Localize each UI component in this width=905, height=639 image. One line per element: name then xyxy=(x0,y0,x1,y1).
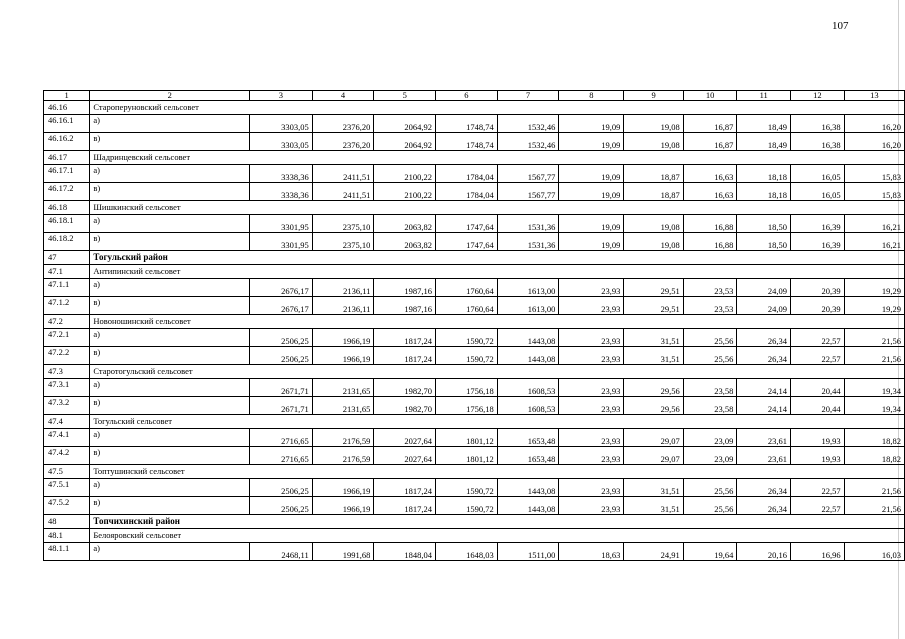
settlement-row xyxy=(44,151,905,165)
value-cell: 1648,03 xyxy=(436,543,498,561)
row-subtype: а) xyxy=(90,479,250,497)
value-cell: 2411,51 xyxy=(312,183,374,201)
value-cell: 2411,51 xyxy=(312,165,374,183)
settlement-name: Шишкинский сельсовет xyxy=(90,201,905,215)
column-number-cell: 5 xyxy=(374,91,436,101)
value-cell: 1747,64 xyxy=(436,233,498,251)
column-number-cell: 1 xyxy=(44,91,90,101)
table-row xyxy=(44,329,905,347)
settlement-row xyxy=(44,265,905,279)
row-code: 47.4.2 xyxy=(44,447,90,465)
value-cell: 18,82 xyxy=(844,429,904,447)
value-cell: 2131,65 xyxy=(312,397,374,415)
value-cell: 3303,05 xyxy=(250,133,313,151)
value-cell: 29,56 xyxy=(624,397,683,415)
value-cell: 1817,24 xyxy=(374,497,436,515)
table-row xyxy=(44,479,905,497)
value-cell: 22,57 xyxy=(791,329,845,347)
district-name: Тогульский район xyxy=(90,251,905,265)
value-cell: 1443,08 xyxy=(497,329,559,347)
column-number-cell: 3 xyxy=(250,91,313,101)
value-cell: 1987,16 xyxy=(374,297,436,315)
value-cell: 1532,46 xyxy=(497,133,559,151)
settlement-row xyxy=(44,101,905,115)
value-cell: 2376,20 xyxy=(312,133,374,151)
value-cell: 18,87 xyxy=(624,183,683,201)
row-code: 47.3.1 xyxy=(44,379,90,397)
value-cell: 23,93 xyxy=(559,497,624,515)
value-cell: 1443,08 xyxy=(497,347,559,365)
value-cell: 23,93 xyxy=(559,429,624,447)
row-subtype: в) xyxy=(90,233,250,251)
row-subtype: в) xyxy=(90,447,250,465)
value-cell: 19,29 xyxy=(844,297,904,315)
row-code: 46.16.2 xyxy=(44,133,90,151)
value-cell: 21,56 xyxy=(844,347,904,365)
row-code: 47.5.2 xyxy=(44,497,90,515)
value-cell: 1784,04 xyxy=(436,165,498,183)
value-cell: 18,87 xyxy=(624,165,683,183)
settlement-name: Старотогульский сельсовет xyxy=(90,365,905,379)
value-cell: 16,87 xyxy=(683,115,737,133)
value-cell: 20,39 xyxy=(791,297,845,315)
value-cell: 1987,16 xyxy=(374,279,436,297)
value-cell: 29,56 xyxy=(624,379,683,397)
row-code: 46.18.2 xyxy=(44,233,90,251)
row-subtype: а) xyxy=(90,115,250,133)
value-cell: 1801,12 xyxy=(436,447,498,465)
value-cell: 20,44 xyxy=(791,379,845,397)
value-cell: 16,03 xyxy=(844,543,904,561)
value-cell: 23,58 xyxy=(683,397,737,415)
value-cell: 16,63 xyxy=(683,165,737,183)
row-code: 47.5 xyxy=(44,465,90,479)
value-cell: 23,93 xyxy=(559,447,624,465)
value-cell: 2100,22 xyxy=(374,183,436,201)
value-cell: 2131,65 xyxy=(312,379,374,397)
value-cell: 1801,12 xyxy=(436,429,498,447)
value-cell: 1817,24 xyxy=(374,347,436,365)
value-cell: 31,51 xyxy=(624,347,683,365)
table-row xyxy=(44,215,905,233)
value-cell: 1991,68 xyxy=(312,543,374,561)
value-cell: 23,93 xyxy=(559,297,624,315)
row-code: 48.1.1 xyxy=(44,543,90,561)
row-code: 47.4.1 xyxy=(44,429,90,447)
value-cell: 22,57 xyxy=(791,347,845,365)
value-cell: 3338,36 xyxy=(250,165,313,183)
value-cell: 2506,25 xyxy=(250,347,313,365)
value-cell: 16,21 xyxy=(844,215,904,233)
row-subtype: а) xyxy=(90,543,250,561)
value-cell: 18,82 xyxy=(844,447,904,465)
value-cell: 29,07 xyxy=(624,429,683,447)
value-cell: 18,50 xyxy=(737,233,791,251)
value-cell: 15,83 xyxy=(844,183,904,201)
table-row xyxy=(44,115,905,133)
value-cell: 2671,71 xyxy=(250,379,313,397)
table-row xyxy=(44,497,905,515)
value-cell: 19,08 xyxy=(624,215,683,233)
value-cell: 29,07 xyxy=(624,447,683,465)
column-number-cell: 11 xyxy=(737,91,791,101)
value-cell: 2468,11 xyxy=(250,543,313,561)
value-cell: 19,08 xyxy=(624,133,683,151)
row-code: 48 xyxy=(44,515,90,529)
value-cell: 23,09 xyxy=(683,429,737,447)
value-cell: 1590,72 xyxy=(436,497,498,515)
row-code: 47.1 xyxy=(44,265,90,279)
value-cell: 29,51 xyxy=(624,297,683,315)
row-subtype: а) xyxy=(90,429,250,447)
value-cell: 1817,24 xyxy=(374,329,436,347)
settlement-name: Белояровский сельсовет xyxy=(90,529,905,543)
settlement-name: Топтушинский сельсовет xyxy=(90,465,905,479)
row-code: 48.1 xyxy=(44,529,90,543)
settlement-name: Староперуновский сельсовет xyxy=(90,101,905,115)
row-subtype: а) xyxy=(90,279,250,297)
value-cell: 1443,08 xyxy=(497,479,559,497)
row-code: 47.1.2 xyxy=(44,297,90,315)
row-subtype: а) xyxy=(90,215,250,233)
value-cell: 16,38 xyxy=(791,115,845,133)
value-cell: 16,20 xyxy=(844,133,904,151)
value-cell: 19,64 xyxy=(683,543,737,561)
value-cell: 16,05 xyxy=(791,165,845,183)
value-cell: 23,53 xyxy=(683,279,737,297)
value-cell: 1590,72 xyxy=(436,479,498,497)
table-row xyxy=(44,397,905,415)
value-cell: 19,09 xyxy=(559,133,624,151)
value-cell: 31,51 xyxy=(624,497,683,515)
value-cell: 20,39 xyxy=(791,279,845,297)
value-cell: 31,51 xyxy=(624,329,683,347)
value-cell: 2136,11 xyxy=(312,297,374,315)
value-cell: 22,57 xyxy=(791,479,845,497)
value-cell: 23,61 xyxy=(737,447,791,465)
value-cell: 2375,10 xyxy=(312,215,374,233)
row-code: 47.4 xyxy=(44,415,90,429)
value-cell: 19,34 xyxy=(844,397,904,415)
row-code: 47.5.1 xyxy=(44,479,90,497)
value-cell: 29,51 xyxy=(624,279,683,297)
value-cell: 1608,53 xyxy=(497,397,559,415)
table-row xyxy=(44,279,905,297)
value-cell: 1511,00 xyxy=(497,543,559,561)
value-cell: 3338,36 xyxy=(250,183,313,201)
settlement-row xyxy=(44,465,905,479)
value-cell: 19,29 xyxy=(844,279,904,297)
value-cell: 1608,53 xyxy=(497,379,559,397)
value-cell: 16,38 xyxy=(791,133,845,151)
value-cell: 1966,19 xyxy=(312,479,374,497)
value-cell: 2063,82 xyxy=(374,215,436,233)
row-subtype: а) xyxy=(90,379,250,397)
table-row xyxy=(44,429,905,447)
value-cell: 1784,04 xyxy=(436,183,498,201)
value-cell: 19,93 xyxy=(791,429,845,447)
column-number-cell: 10 xyxy=(683,91,737,101)
value-cell: 2376,20 xyxy=(312,115,374,133)
tariff-table xyxy=(43,90,905,561)
row-subtype: в) xyxy=(90,297,250,315)
value-cell: 1760,64 xyxy=(436,297,498,315)
settlement-name: Тогульский сельсовет xyxy=(90,415,905,429)
value-cell: 1966,19 xyxy=(312,347,374,365)
value-cell: 16,39 xyxy=(791,215,845,233)
value-cell: 24,91 xyxy=(624,543,683,561)
value-cell: 1748,74 xyxy=(436,133,498,151)
table-row xyxy=(44,347,905,365)
row-code: 46.16.1 xyxy=(44,115,90,133)
row-subtype: а) xyxy=(90,329,250,347)
value-cell: 19,08 xyxy=(624,233,683,251)
value-cell: 19,93 xyxy=(791,447,845,465)
value-cell: 20,16 xyxy=(737,543,791,561)
settlement-row xyxy=(44,365,905,379)
value-cell: 19,08 xyxy=(624,115,683,133)
value-cell: 23,93 xyxy=(559,479,624,497)
value-cell: 2027,64 xyxy=(374,447,436,465)
value-cell: 2716,65 xyxy=(250,447,313,465)
value-cell: 16,87 xyxy=(683,133,737,151)
value-cell: 23,93 xyxy=(559,397,624,415)
value-cell: 19,09 xyxy=(559,233,624,251)
value-cell: 1653,48 xyxy=(497,429,559,447)
value-cell: 1653,48 xyxy=(497,447,559,465)
value-cell: 24,09 xyxy=(737,279,791,297)
value-cell: 25,56 xyxy=(683,497,737,515)
row-code: 47.1.1 xyxy=(44,279,90,297)
value-cell: 26,34 xyxy=(737,329,791,347)
value-cell: 24,09 xyxy=(737,297,791,315)
value-cell: 25,56 xyxy=(683,347,737,365)
table-row xyxy=(44,297,905,315)
settlement-row xyxy=(44,201,905,215)
table-row xyxy=(44,233,905,251)
value-cell: 1817,24 xyxy=(374,479,436,497)
district-row xyxy=(44,251,905,265)
value-cell: 2063,82 xyxy=(374,233,436,251)
value-cell: 1567,77 xyxy=(497,183,559,201)
row-subtype: в) xyxy=(90,347,250,365)
row-code: 47.3 xyxy=(44,365,90,379)
value-cell: 2375,10 xyxy=(312,233,374,251)
row-code: 46.16 xyxy=(44,101,90,115)
settlement-row xyxy=(44,315,905,329)
value-cell: 18,50 xyxy=(737,215,791,233)
value-cell: 1531,36 xyxy=(497,215,559,233)
value-cell: 1443,08 xyxy=(497,497,559,515)
value-cell: 18,63 xyxy=(559,543,624,561)
row-code: 46.18 xyxy=(44,201,90,215)
value-cell: 26,34 xyxy=(737,497,791,515)
value-cell: 21,56 xyxy=(844,497,904,515)
value-cell: 23,93 xyxy=(559,347,624,365)
value-cell: 1531,36 xyxy=(497,233,559,251)
value-cell: 1966,19 xyxy=(312,329,374,347)
value-cell: 16,63 xyxy=(683,183,737,201)
settlement-name: Антипинский сельсовет xyxy=(90,265,905,279)
column-number-cell: 9 xyxy=(624,91,683,101)
value-cell: 1982,70 xyxy=(374,379,436,397)
header-row xyxy=(44,91,905,101)
row-code: 46.17 xyxy=(44,151,90,165)
value-cell: 2100,22 xyxy=(374,165,436,183)
value-cell: 2716,65 xyxy=(250,429,313,447)
value-cell: 1613,00 xyxy=(497,297,559,315)
value-cell: 18,18 xyxy=(737,165,791,183)
value-cell: 18,49 xyxy=(737,115,791,133)
row-code: 47.2.2 xyxy=(44,347,90,365)
value-cell: 1966,19 xyxy=(312,497,374,515)
settlement-name: Шадринцевский сельсовет xyxy=(90,151,905,165)
column-number-cell: 2 xyxy=(90,91,250,101)
value-cell: 23,58 xyxy=(683,379,737,397)
value-cell: 1760,64 xyxy=(436,279,498,297)
district-name: Топчихинский район xyxy=(90,515,905,529)
settlement-row xyxy=(44,415,905,429)
value-cell: 19,09 xyxy=(559,115,624,133)
column-number-cell: 7 xyxy=(497,91,559,101)
value-cell: 2064,92 xyxy=(374,133,436,151)
value-cell: 26,34 xyxy=(737,347,791,365)
column-number-cell: 4 xyxy=(312,91,374,101)
value-cell: 23,93 xyxy=(559,279,624,297)
value-cell: 2676,17 xyxy=(250,297,313,315)
value-cell: 16,20 xyxy=(844,115,904,133)
value-cell: 23,53 xyxy=(683,297,737,315)
value-cell: 16,88 xyxy=(683,215,737,233)
value-cell: 22,57 xyxy=(791,497,845,515)
value-cell: 26,34 xyxy=(737,479,791,497)
table-row xyxy=(44,447,905,465)
value-cell: 1590,72 xyxy=(436,329,498,347)
row-code: 46.17.2 xyxy=(44,183,90,201)
value-cell: 1848,04 xyxy=(374,543,436,561)
value-cell: 15,83 xyxy=(844,165,904,183)
value-cell: 2506,25 xyxy=(250,497,313,515)
column-number-cell: 12 xyxy=(791,91,845,101)
value-cell: 18,49 xyxy=(737,133,791,151)
value-cell: 23,09 xyxy=(683,447,737,465)
value-cell: 2176,59 xyxy=(312,447,374,465)
column-number-cell: 8 xyxy=(559,91,624,101)
row-code: 47 xyxy=(44,251,90,265)
value-cell: 1756,18 xyxy=(436,397,498,415)
settlement-name: Новоношинский сельсовет xyxy=(90,315,905,329)
value-cell: 19,34 xyxy=(844,379,904,397)
value-cell: 1747,64 xyxy=(436,215,498,233)
value-cell: 19,09 xyxy=(559,165,624,183)
value-cell: 2136,11 xyxy=(312,279,374,297)
value-cell: 2671,71 xyxy=(250,397,313,415)
row-subtype: в) xyxy=(90,133,250,151)
value-cell: 25,56 xyxy=(683,329,737,347)
row-code: 47.2.1 xyxy=(44,329,90,347)
value-cell: 21,56 xyxy=(844,479,904,497)
value-cell: 2676,17 xyxy=(250,279,313,297)
value-cell: 23,93 xyxy=(559,379,624,397)
value-cell: 2027,64 xyxy=(374,429,436,447)
value-cell: 1532,46 xyxy=(497,115,559,133)
table-row xyxy=(44,379,905,397)
value-cell: 16,21 xyxy=(844,233,904,251)
value-cell: 1590,72 xyxy=(436,347,498,365)
row-subtype: а) xyxy=(90,165,250,183)
value-cell: 16,96 xyxy=(791,543,845,561)
value-cell: 21,56 xyxy=(844,329,904,347)
value-cell: 16,05 xyxy=(791,183,845,201)
value-cell: 3301,95 xyxy=(250,215,313,233)
table-row xyxy=(44,183,905,201)
value-cell: 19,09 xyxy=(559,215,624,233)
table-row xyxy=(44,165,905,183)
value-cell: 19,09 xyxy=(559,183,624,201)
value-cell: 2506,25 xyxy=(250,329,313,347)
settlement-row xyxy=(44,529,905,543)
row-subtype: в) xyxy=(90,497,250,515)
column-number-cell: 6 xyxy=(436,91,498,101)
value-cell: 23,61 xyxy=(737,429,791,447)
row-code: 47.3.2 xyxy=(44,397,90,415)
value-cell: 24,14 xyxy=(737,379,791,397)
value-cell: 2176,59 xyxy=(312,429,374,447)
value-cell: 1756,18 xyxy=(436,379,498,397)
value-cell: 31,51 xyxy=(624,479,683,497)
district-row xyxy=(44,515,905,529)
value-cell: 23,93 xyxy=(559,329,624,347)
column-number-cell: 13 xyxy=(844,91,904,101)
row-code: 46.18.1 xyxy=(44,215,90,233)
page-number: 107 xyxy=(832,20,849,32)
value-cell: 2064,92 xyxy=(374,115,436,133)
table-row xyxy=(44,133,905,151)
value-cell: 1982,70 xyxy=(374,397,436,415)
value-cell: 1567,77 xyxy=(497,165,559,183)
value-cell: 3301,95 xyxy=(250,233,313,251)
row-subtype: в) xyxy=(90,183,250,201)
value-cell: 18,18 xyxy=(737,183,791,201)
value-cell: 25,56 xyxy=(683,479,737,497)
row-code: 46.17.1 xyxy=(44,165,90,183)
value-cell: 16,39 xyxy=(791,233,845,251)
table-row xyxy=(44,543,905,561)
value-cell: 1613,00 xyxy=(497,279,559,297)
value-cell: 20,44 xyxy=(791,397,845,415)
value-cell: 1748,74 xyxy=(436,115,498,133)
value-cell: 16,88 xyxy=(683,233,737,251)
value-cell: 3303,05 xyxy=(250,115,313,133)
row-subtype: в) xyxy=(90,397,250,415)
value-cell: 24,14 xyxy=(737,397,791,415)
row-code: 47.2 xyxy=(44,315,90,329)
value-cell: 2506,25 xyxy=(250,479,313,497)
